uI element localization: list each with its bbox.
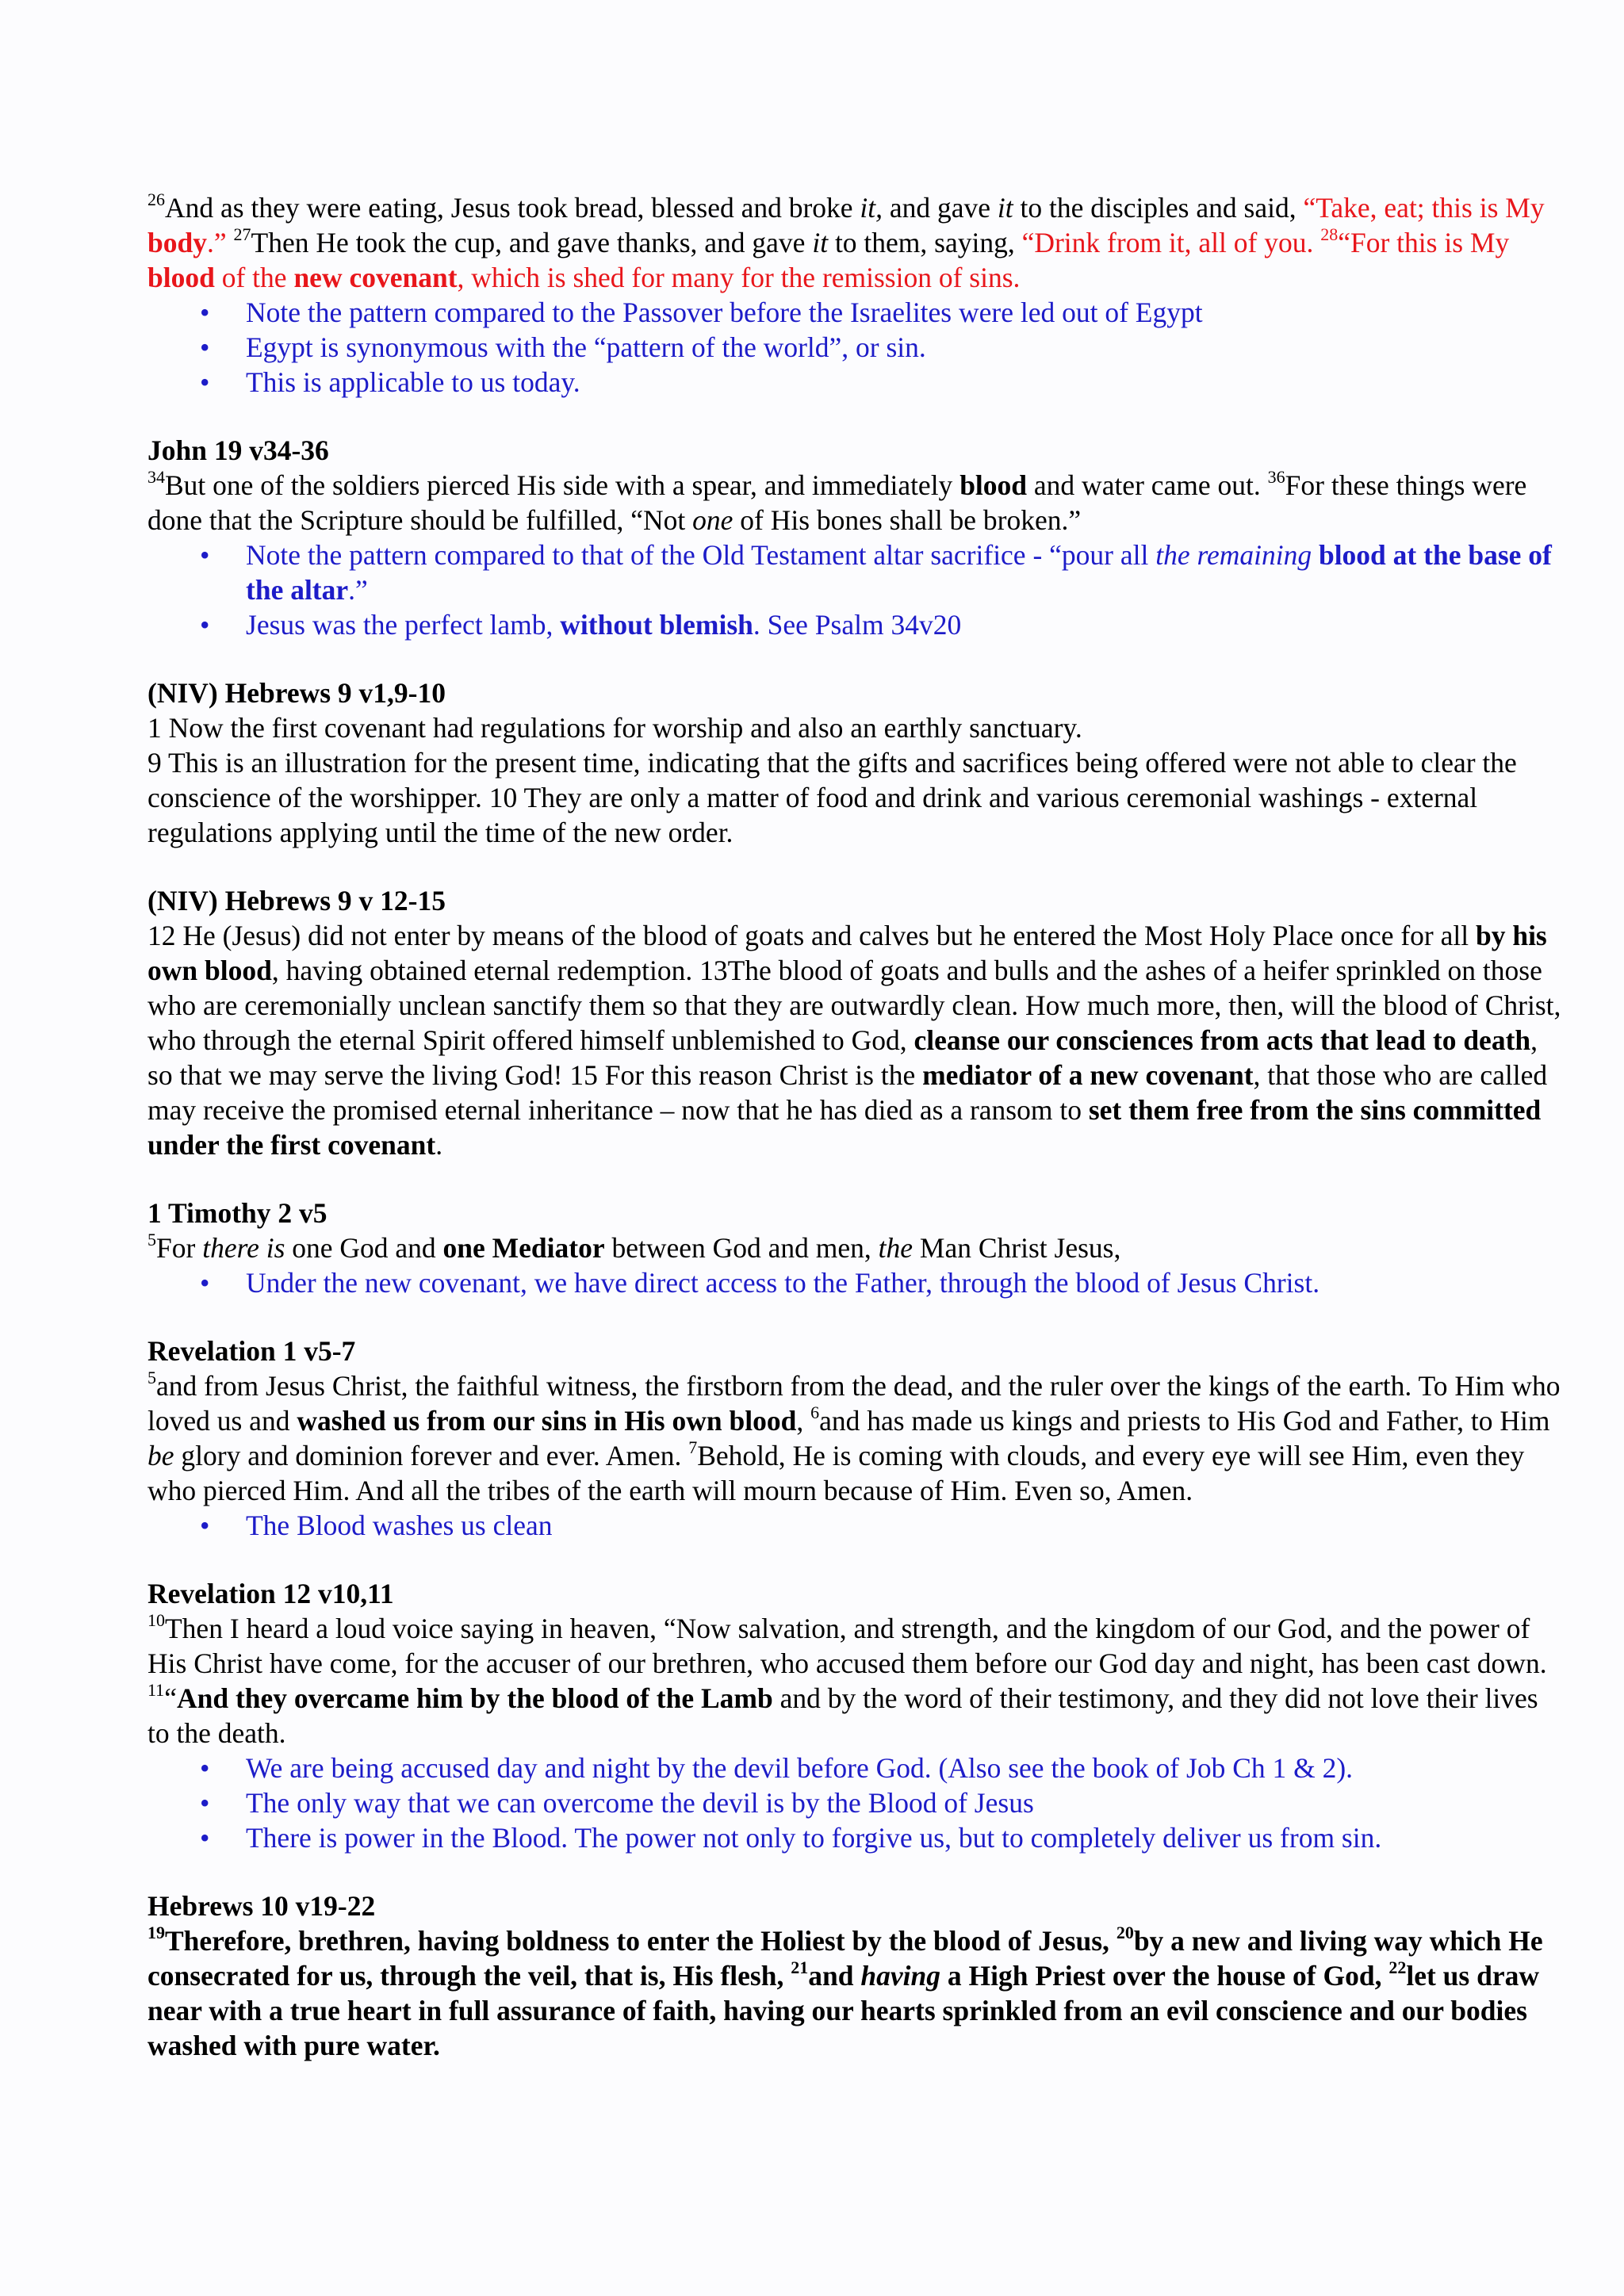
- note-item: [147, 330, 1567, 365]
- verse-text: between God and men,: [604, 1232, 879, 1264]
- bold-text: blood: [959, 469, 1028, 501]
- bold-text: by his own blood: [147, 920, 1547, 986]
- verse-text: of His bones shall be broken.”: [733, 504, 1082, 536]
- note-item: [147, 1820, 1567, 1855]
- timothy-notes: [147, 1265, 1567, 1300]
- italic-text: it,: [860, 192, 883, 224]
- bullet-icon: •: [200, 1752, 210, 1784]
- verse-number: 36: [1267, 467, 1285, 488]
- verse-text: Man Christ Jesus,: [913, 1232, 1121, 1264]
- verse-text: , having obtained eternal redemption. 13The blood of goats and bulls and the ashes of a heifer sprinkled on those who are ceremonially unclean sanctify them so that they are outwardly clean. How much more, then, will the blood of Christ, who through the eternal Spirit offered himself unblemished to God,: [147, 955, 1561, 1056]
- bullet-icon: •: [200, 1787, 210, 1819]
- italic-text: having: [860, 1960, 940, 1992]
- red-letter-text: .”: [207, 227, 227, 258]
- hebrews9a-line2: 9 This is an illustration for the present time, indicating that the gifts and sacrifices being offered were not able to clear the conscience of the worshipper. 10 They are only a matter of food and drink and various ceremonial washings - external regulations applying until the time of the new order.: [147, 747, 1517, 848]
- bold-text: washed us from our sins in His own blood: [297, 1405, 797, 1437]
- note-text: The only way that we can overcome the devil is by the Blood of Jesus: [246, 1787, 1034, 1819]
- verse-text: For these things were done that the Scripture should be fulfilled, “Not: [147, 469, 1527, 536]
- verse-text: to the disciples and said,: [1013, 192, 1304, 224]
- bold-text: without blemish: [560, 609, 753, 641]
- bullet-icon: •: [200, 539, 210, 571]
- section-heading: John 19 v34-36: [147, 434, 329, 466]
- note-text: .”: [348, 574, 368, 606]
- bullet-icon: •: [200, 1267, 210, 1299]
- verse-number: 27: [233, 224, 251, 245]
- john-passage: [147, 468, 1567, 538]
- note-text: There is power in the Blood. The power not only to forgive us, but to completely deliver us from sin.: [246, 1822, 1382, 1854]
- verse-number: 26: [147, 189, 165, 210]
- verse-number: 22: [1388, 1957, 1407, 1978]
- bold-text: one Mediator: [442, 1232, 605, 1264]
- note-item: [147, 1508, 1567, 1543]
- verse-text: let us draw near with a true heart in full assurance of faith, having our hearts sprinkled from an evil conscience and our bodies washed with pure water.: [147, 1960, 1539, 2061]
- bullet-icon: •: [200, 1510, 210, 1541]
- verse-text: For: [156, 1232, 203, 1264]
- red-letter-bold: body: [147, 227, 207, 258]
- note-item: [147, 1265, 1567, 1300]
- verse-text: But one of the soldiers pierced His side with a spear, and immediately: [165, 469, 960, 501]
- timothy-passage: [147, 1230, 1567, 1265]
- hebrews9b-passage: [147, 918, 1567, 1162]
- italic-text: there is: [202, 1232, 285, 1264]
- bold-text: blood at the base of the altar: [246, 539, 1552, 606]
- note-item: [147, 365, 1567, 400]
- verse-text: and water came out.: [1027, 469, 1268, 501]
- verse-text: , that those who are called may receive the promised eternal inheritance – now that he has died as a ransom to: [147, 1059, 1548, 1126]
- red-letter-bold: blood: [147, 262, 215, 293]
- bold-text: cleanse our consciences from acts that lead to death: [914, 1024, 1531, 1056]
- red-letter-text: “Drink from it, all of you.: [1021, 227, 1314, 258]
- note-item: [147, 1751, 1567, 1785]
- italic-text: one: [692, 504, 733, 536]
- bullet-icon: •: [200, 609, 210, 641]
- verse-number: 20: [1116, 1923, 1134, 1943]
- john-notes: [147, 538, 1567, 642]
- revelation1-notes: [147, 1508, 1567, 1543]
- matthew-passage: [147, 190, 1567, 295]
- italic-text: be: [147, 1440, 174, 1471]
- bullet-icon: •: [200, 297, 210, 328]
- section-heading: (NIV) Hebrews 9 v1,9-10: [147, 677, 446, 709]
- bullet-icon: •: [200, 366, 210, 398]
- note-item: [147, 607, 1567, 642]
- note-text: This is applicable to us today.: [246, 366, 580, 398]
- verse-text: Then He took the cup, and gave thanks, and gave: [251, 227, 813, 258]
- matthew-notes: [147, 295, 1567, 400]
- verse-text: a High Priest over the house of God,: [940, 1960, 1389, 1992]
- verse-text: glory and dominion forever and ever. Amen.: [174, 1440, 689, 1471]
- red-letter-text: , which is shed for many for the remission of sins.: [457, 262, 1021, 293]
- note-text: We are being accused day and night by the devil before God. (Also see the book of Job Ch 1 & 2).: [246, 1752, 1354, 1784]
- hebrews9a-line1: 1 Now the first covenant had regulations for worship and also an earthly sanctuary.: [147, 712, 1082, 744]
- red-letter-bold: new covenant: [293, 262, 458, 293]
- red-letter-text: of the: [214, 262, 294, 293]
- note-text: Under the new covenant, we have direct access to the Father, through the blood of Jesus Christ.: [246, 1267, 1320, 1299]
- verse-number: 11: [147, 1680, 165, 1701]
- verse-text: and has made us kings and priests to His God and Father, to Him: [819, 1405, 1550, 1437]
- verse-text: .: [435, 1129, 443, 1161]
- verse-text: 12 He (Jesus) did not enter by means of the blood of goats and calves but he entered the Most Holy Place once for all: [147, 920, 1476, 951]
- verse-text: one God and: [285, 1232, 443, 1264]
- italic-text: the remaining: [1155, 539, 1312, 571]
- italic-text: the: [878, 1232, 914, 1264]
- verse-text: and: [808, 1960, 861, 1992]
- verse-number: 6: [810, 1402, 820, 1423]
- verse-text: and by the word of their testimony, and they did not love their lives to the death.: [147, 1682, 1538, 1749]
- revelation1-passage: [147, 1368, 1567, 1508]
- note-text: Jesus was the perfect lamb,: [246, 609, 561, 641]
- revelation12-passage: [147, 1611, 1567, 1751]
- red-letter-text: “Take, eat; this is My: [1303, 192, 1545, 224]
- note-text: [1312, 539, 1319, 571]
- verse-text: , so that we may serve the living God! 15 For this reason Christ is the: [147, 1024, 1538, 1091]
- section-heading: (NIV) Hebrews 9 v 12-15: [147, 885, 446, 916]
- section-heading: Revelation 12 v10,11: [147, 1578, 394, 1609]
- red-letter-text: “For this is My: [1338, 227, 1510, 258]
- verse-text: and from Jesus Christ, the faithful witness, the firstborn from the dead, and the ruler over the kings of the earth. To Him who loved us and: [147, 1370, 1561, 1437]
- bold-text: And they overcame him by the blood of the Lamb: [176, 1682, 773, 1714]
- bold-text: set them free from the sins committed under the first covenant: [147, 1094, 1542, 1161]
- verse-number: 28: [1320, 224, 1339, 245]
- verse-number: 10: [147, 1610, 165, 1631]
- note-text: The Blood washes us clean: [246, 1510, 553, 1541]
- note-item: [147, 1785, 1567, 1820]
- bold-text: mediator of a new covenant: [922, 1059, 1254, 1091]
- verse-text: “: [164, 1682, 177, 1714]
- section-heading: Revelation 1 v5-7: [147, 1335, 356, 1367]
- note-text: Note the pattern compared to that of the Old Testament altar sacrifice - “pour all: [246, 539, 1156, 571]
- section-heading: 1 Timothy 2 v5: [147, 1197, 327, 1229]
- revelation12-notes: [147, 1751, 1567, 1855]
- verse-text: Behold, He is coming with clouds, and every eye will see Him, even they who pierced Him. And all the tribes of the earth will mourn because of Him. Even so, Amen.: [147, 1440, 1525, 1506]
- verse-number: 5: [147, 1230, 156, 1250]
- note-text: . See Psalm 34v20: [753, 609, 962, 641]
- verse-text: by a new and living way which He consecrated for us, through the veil, that is, His flesh,: [147, 1925, 1543, 1992]
- document-content: [147, 190, 1567, 2063]
- bullet-icon: •: [200, 1822, 210, 1854]
- hebrews10-passage: [147, 1923, 1567, 2063]
- note-item: [147, 295, 1567, 330]
- note-text: Egypt is synonymous with the “pattern of the world”, or sin.: [246, 331, 926, 363]
- note-item: [147, 538, 1567, 607]
- verse-text: to them, saying,: [828, 227, 1022, 258]
- italic-text: it: [812, 227, 829, 258]
- verse-number: 19: [147, 1923, 165, 1943]
- verse-number: 21: [791, 1957, 809, 1978]
- verse-text: ,: [796, 1405, 811, 1437]
- verse-number: 5: [147, 1368, 156, 1388]
- verse-text: Then I heard a loud voice saying in heaven, “Now salvation, and strength, and the kingdom of our God, and the power of His Christ have come, for the accuser of our brethren, who accused them before our God day and night, has been cast down.: [147, 1613, 1547, 1679]
- verse-number: 34: [147, 467, 165, 488]
- section-heading: Hebrews 10 v19-22: [147, 1890, 376, 1922]
- verse-text: And as they were eating, Jesus took bread, blessed and broke: [165, 192, 860, 224]
- note-text: Note the pattern compared to the Passover before the Israelites were led out of Egypt: [246, 297, 1203, 328]
- verse-text: and gave: [883, 192, 998, 224]
- italic-text: it: [997, 192, 1013, 224]
- verse-number: 7: [688, 1437, 698, 1458]
- bullet-icon: •: [200, 331, 210, 363]
- verse-text: Therefore, brethren, having boldness to enter the Holiest by the blood of Jesus,: [165, 1925, 1116, 1957]
